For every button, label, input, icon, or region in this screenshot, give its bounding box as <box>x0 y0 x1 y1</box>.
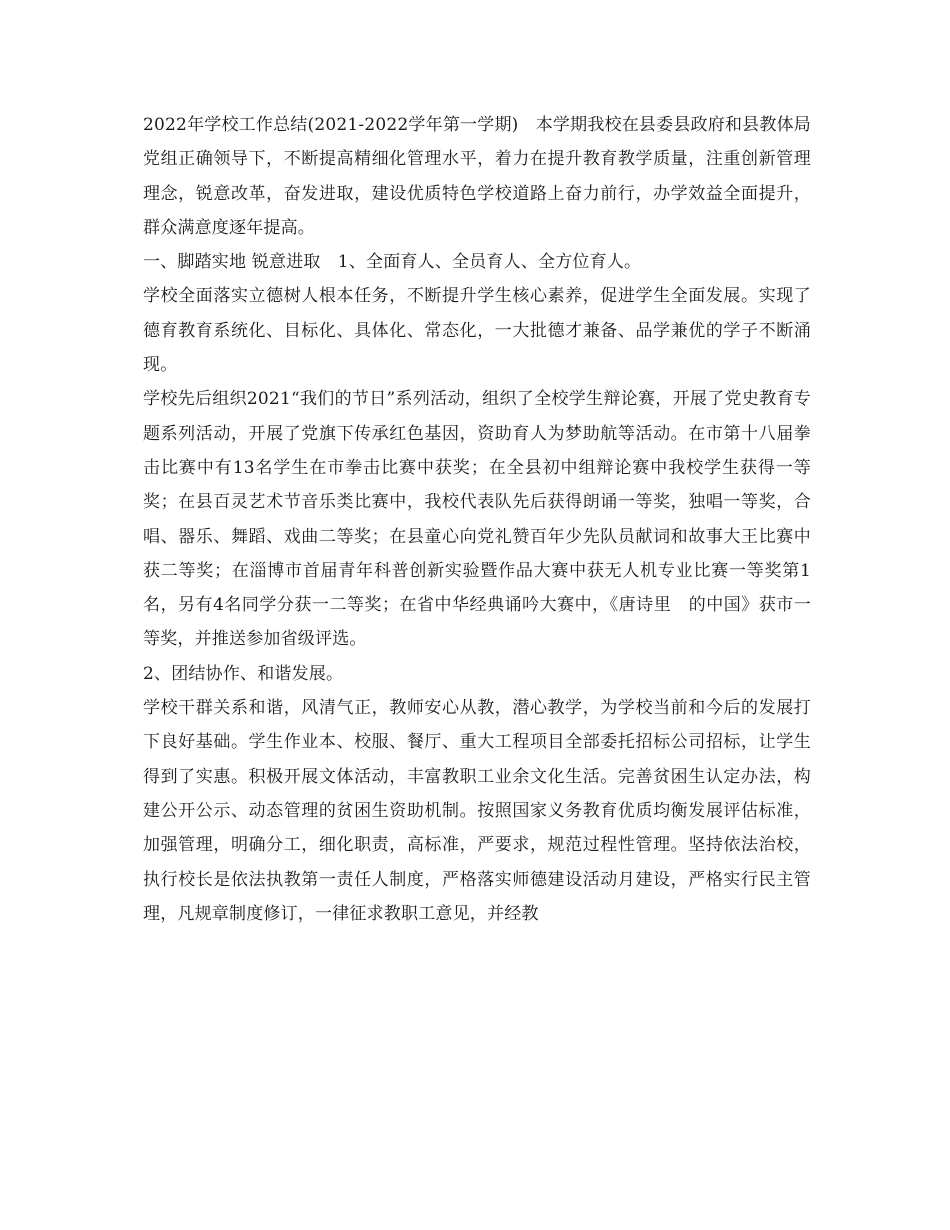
document-body <box>143 108 811 931</box>
paragraph-activities-awards: 学校先后组织2021“我们的节日”系列活动，组织了全校学生辩论赛，开展了党史教育专题系列活动，开展了党旗下传承红色基因，资助育人为梦助航等活动。在市第十八届拳击比赛中有13名学生在市拳击比赛中获奖；在全县初中组辩论赛中我校学生获得一等奖；在县百灵艺术节音乐类比赛中，我校代表队先后获得朗诵一等奖，独唱一等奖，合唱、器乐、舞蹈、戏曲二等奖；在县童心向党礼赞百年少先队员献词和故事大王比赛中获二等奖；在淄博市首届青年科普创新实验暨作品大赛中获无人机专业比赛一等奖第1名，另有4名同学分获一二等奖；在省中华经典诵吟大赛中，《唐诗里 的中国》获市一等奖，并推送参加省级评选。 <box>143 389 811 650</box>
paragraph-intro: 2022年学校工作总结(2021-2022学年第一学期) 本学期我校在县委县政府和县教体局党组正确领导下，不断提高精细化管理水平，着力在提升教育教学质量，注重创新管理理念，锐意改革，奋发进取，建设优质特色学校道路上奋力前行，办学效益全面提升，群众满意度逐年提高。 <box>143 115 811 238</box>
paragraph-section-1-heading: 一、脚踏实地 锐意进取 1、全面育人、全员育人、全方位育人。 <box>143 252 642 273</box>
paragraph-moral-education: 学校全面落实立德树人根本任务，不断提升学生核心素养，促进学生全面发展。实现了德育教育系统化、目标化、具体化、常态化，一大批德才兼备、品学兼优的学子不断涌现。 <box>143 286 811 376</box>
paragraph-harmony-management: 学校干群关系和谐，风清气正，教师安心从教，潜心教学，为学校当前和今后的发展打下良好基础。学生作业本、校服、餐厅、重大工程项目全部委托招标公司招标，让学生得到了实惠。积极开展文体活动，丰富教职工业余文化生活。完善贫困生认定办法，构建公开公示、动态管理的贫困生资助机制。按照国家义务教育优质均衡发展评估标准，加强管理，明确分工，细化职责，高标准，严要求，规范过程性管理。坚持依法治校，执行校长是依法执教第一责任人制度，严格落实师德建设活动月建设，严格实行民主管理，凡规章制度修订，一律征求教职工意见，并经教 <box>143 698 811 924</box>
paragraph-section-2-heading: 2、团结协作、和谐发展。 <box>143 663 344 684</box>
